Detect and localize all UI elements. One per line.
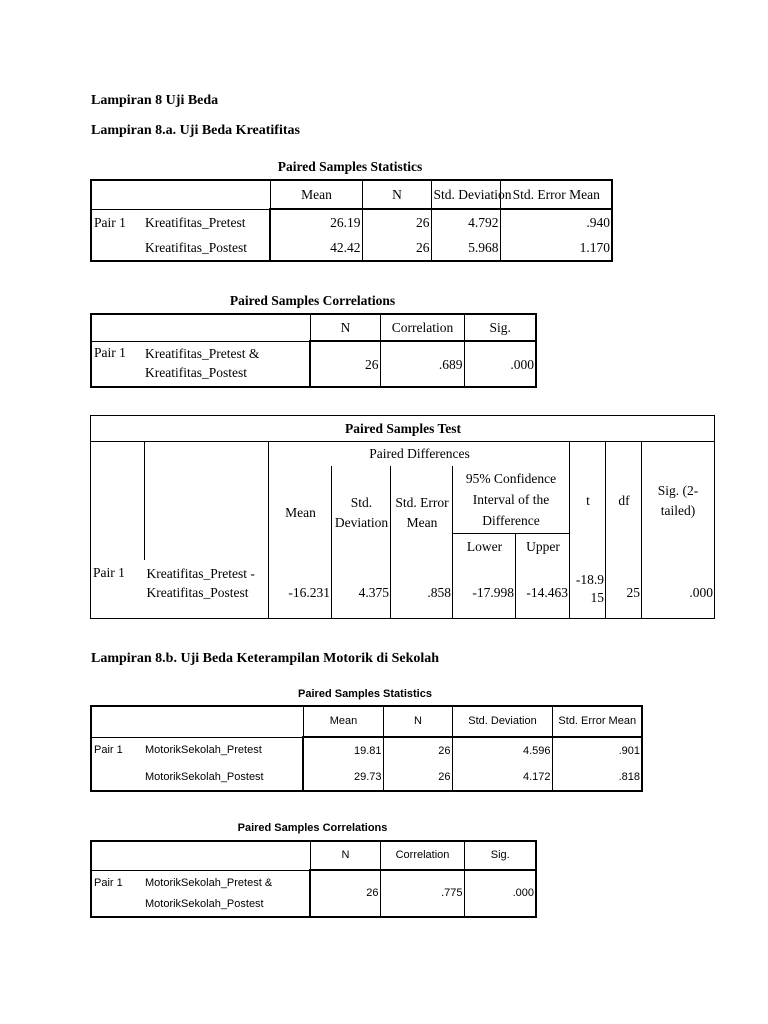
cell-mean: 42.42 <box>270 235 362 261</box>
cell-std-error-mean: .818 <box>552 764 642 791</box>
table-header-row <box>91 180 612 209</box>
corr-table-motorik <box>90 840 537 918</box>
cell-n: 26 <box>383 764 452 791</box>
header-std-deviation: Std. Deviation <box>452 706 552 737</box>
variable-label <box>143 870 310 917</box>
variable-label: MotorikSekolah_Postest <box>143 764 303 791</box>
header-n: N <box>310 314 380 341</box>
cell-std-error-mean: .858 <box>391 560 453 619</box>
table-header-row <box>91 416 715 442</box>
header-n: N <box>383 706 452 737</box>
table-row <box>91 764 642 791</box>
variable-label-line1: Kreatifitas_Pretest & <box>145 345 260 361</box>
cell-std-deviation: 4.375 <box>332 560 391 619</box>
header-sig: Sig. <box>464 314 536 341</box>
cell-std-error-mean: .901 <box>552 737 642 764</box>
header-std-deviation: Std. Deviation <box>332 466 391 560</box>
cell-correlation: .689 <box>380 341 464 387</box>
cell-std-deviation: 4.792 <box>431 209 500 235</box>
header-mean: Mean <box>285 505 316 520</box>
corr-title-kreatifitas: Paired Samples Correlations <box>229 293 396 308</box>
header-confidence-interval: 95% Confidence Interval of the Difference <box>453 466 570 534</box>
cell-df: 25 <box>606 560 642 619</box>
cell-std-deviation: 4.596 <box>452 737 552 764</box>
corr-title-motorik: Paired Samples Correlations <box>237 822 388 834</box>
table-row <box>91 870 536 917</box>
variable-label: Kreatifitas_Postest <box>143 235 270 261</box>
header-sig-2-tailed: Sig. (2-tailed) <box>642 442 715 560</box>
pair-label: Pair 1 <box>91 209 143 235</box>
header-sig: Sig. <box>464 841 536 870</box>
pair-label: Pair 1 <box>91 341 143 387</box>
variable-label: Kreatifitas_Pretest <box>143 209 270 235</box>
header-paired-differences: Paired Differences <box>369 446 470 462</box>
cell-correlation: .775 <box>380 870 464 917</box>
header-lower: Lower <box>453 534 516 560</box>
table-header-row <box>91 442 715 466</box>
stats-table-kreatifitas <box>90 179 613 262</box>
cell-n: 26 <box>362 209 431 235</box>
corr-table-kreatifitas <box>90 313 537 388</box>
header-n: N <box>362 180 431 209</box>
variable-label-line2: Kreatifitas_Postest <box>146 584 249 600</box>
table-header-row <box>91 706 642 737</box>
header-mean: Mean <box>303 706 383 737</box>
cell-std-error-mean: .940 <box>500 209 612 235</box>
variable-label-line1: MotorikSekolah_Pretest & <box>145 876 273 889</box>
header-df: df <box>606 442 642 560</box>
header-std-error-mean: Std. Error Mean <box>391 466 453 560</box>
pair-label: Pair 1 <box>91 560 145 619</box>
cell-mean: 19.81 <box>303 737 383 764</box>
cell-sig: .000 <box>464 341 536 387</box>
table-row <box>91 737 642 764</box>
cell-n: 26 <box>310 870 380 917</box>
header-correlation: Correlation <box>380 841 464 870</box>
page-heading: Lampiran 8 Uji Beda <box>91 93 219 108</box>
cell-n: 26 <box>310 341 380 387</box>
stats-table-motorik <box>90 705 643 792</box>
section-heading-motorik: Lampiran 8.b. Uji Beda Keterampilan Motorik di Sekolah <box>91 651 440 666</box>
variable-label <box>145 560 269 619</box>
table-header-row <box>91 841 536 870</box>
variable-label-line2: MotorikSekolah_Postest <box>145 897 264 910</box>
cell-mean: -16.231 <box>269 560 332 619</box>
header-upper: Upper <box>516 534 570 560</box>
table-row <box>91 209 612 235</box>
cell-upper: -14.463 <box>516 560 570 619</box>
table-row <box>91 560 715 619</box>
header-std-error-mean: Std. Error Mean <box>500 180 612 209</box>
stats-title-motorik: Paired Samples Statistics <box>298 688 432 700</box>
cell-lower: -17.998 <box>453 560 516 619</box>
table-row <box>91 235 612 261</box>
cell-std-error-mean: 1.170 <box>500 235 612 261</box>
test-table-kreatifitas <box>90 415 715 619</box>
header-std-error-mean: Std. Error Mean <box>552 706 642 737</box>
test-title: Paired Samples Test <box>91 416 715 442</box>
cell-n: 26 <box>383 737 452 764</box>
variable-label-line1: Kreatifitas_Pretest - <box>146 565 255 581</box>
table-header-row <box>91 314 536 341</box>
header-t: t <box>570 442 606 560</box>
pair-label: Pair 1 <box>91 737 143 764</box>
section-heading-kreatifitas: Lampiran 8.a. Uji Beda Kreatifitas <box>91 123 300 138</box>
variable-label <box>143 341 310 387</box>
table-row <box>91 341 536 387</box>
cell-sig: .000 <box>464 870 536 917</box>
cell-t: -18.915 <box>570 560 606 619</box>
header-std-deviation: Std. Deviation <box>431 180 500 209</box>
cell-n: 26 <box>362 235 431 261</box>
cell-std-deviation: 5.968 <box>431 235 500 261</box>
variable-label-line2: Kreatifitas_Postest <box>145 364 247 380</box>
cell-sig: .000 <box>642 560 715 619</box>
pair-label: Pair 1 <box>91 870 143 917</box>
header-mean: Mean <box>270 180 362 209</box>
cell-mean: 29.73 <box>303 764 383 791</box>
stats-title-kreatifitas: Paired Samples Statistics <box>277 159 423 174</box>
header-n: N <box>310 841 380 870</box>
variable-label: MotorikSekolah_Pretest <box>143 737 303 764</box>
cell-std-deviation: 4.172 <box>452 764 552 791</box>
header-correlation: Correlation <box>380 314 464 341</box>
cell-mean: 26.19 <box>270 209 362 235</box>
